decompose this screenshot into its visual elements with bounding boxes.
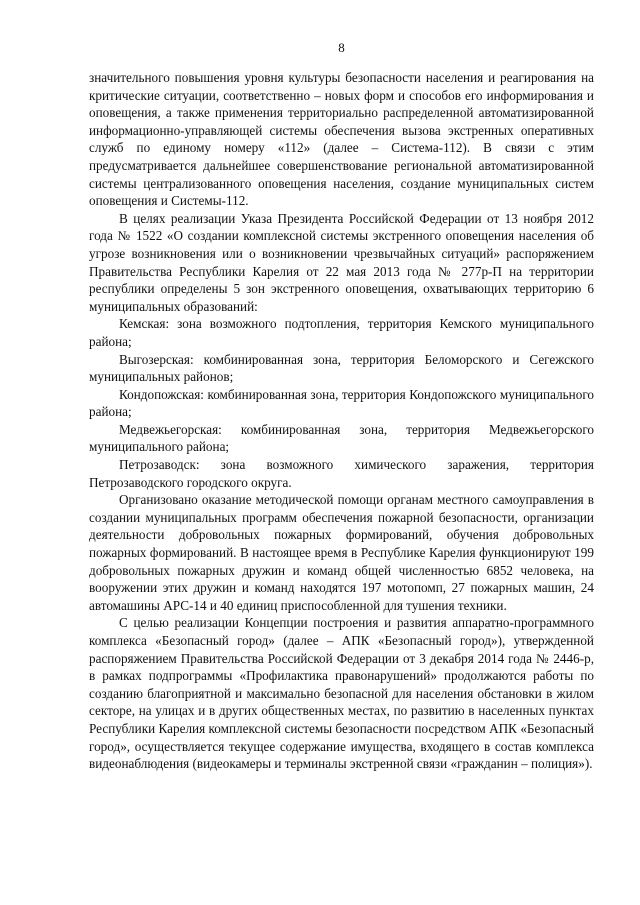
paragraph-zone-kondopozhskaya: Кондопожская: комбинированная зона, территория Кондопожского муниципального района; (89, 386, 594, 420)
paragraph-fire-brigades: Организовано оказание методической помощи органам местного самоуправления в создании муниципальных программ обеспечения пожарной безопасности, организации деятельности добровольных пожарных формирований, обучения добровольных пожарных формирований. В настоящее время в Республике Карелия функционируют 199 добровольных пожарных дружин и команд общей численностью 6852 человека, на вооружении этих дружин и команд находятся 197 мотопомп, 27 пожарных машин, 24 автомашины АРС-14 и 40 единиц приспособленной для тушения техники. (89, 492, 594, 613)
page-number: 8 (338, 40, 345, 55)
paragraph-zone-medvezhyegorskaya: Медвежьегорская: комбинированная зона, территория Медвежьегорского муниципального района; (89, 421, 594, 455)
paragraph-continuation: значительного повышения уровня культуры безопасности населения и реагирования на критические ситуации, соответственно – новых форм и способов его информирования и оповещения, а также применения территориально распределенной автоматизированной информационно-управляющей системы обеспечения вызова экстренных оперативных служб по единому номеру «112» (далее – Система-112). В связи с этим предусматривается дальнейшее совершенствование региональной автоматизированной системы централизованного оповещения населения, создание муниципальных систем оповещения и Системы-112. (89, 70, 594, 209)
document-body (89, 69, 594, 773)
paragraph-decree: В целях реализации Указа Президента Российской Федерации от 13 ноября 2012 года № 1522 «О создании комплексной системы экстренного оповещения населения об угрозе возникновения или о возникновении чрезвычайных ситуаций» распоряжением Правительства Республики Карелия от 22 мая 2013 года № 277р-П на территории республики определены 5 зон экстренного оповещения, охватывающих территорию 6 муниципальных образований: (89, 210, 594, 314)
paragraph-zone-kemskaya: Кемская: зона возможного подтопления, территория Кемского муниципального района; (89, 316, 594, 349)
document-page (89, 0, 594, 905)
paragraph-zone-vygozerskaya: Выгозерская: комбинированная зона, территория Беломорского и Сегежского муниципальных районов; (89, 351, 594, 385)
paragraph-zone-petrozavodsk: Петрозаводск: зона возможного химического заражения, территория Петрозаводского городского округа. (89, 457, 594, 490)
paragraph-safe-city: С целью реализации Концепции построения и развития аппаратно-программного комплекса «Безопасный город» (далее – АПК «Безопасный город»), утвержденной распоряжением Правительства Российской Федерации от 3 декабря 2014 года № 2446-р, в рамках подпрограммы «Профилактика правонарушений» продолжаются работы по созданию благоприятной и максимально безопасной для населения обстановки в жилом секторе, на улицах и в других общественных местах, по развитию в населенных пунктах Республики Карелия комплексной системы безопасности посредством АПК «Безопасный город», осуществляется текущее содержание имущества, входящего в состав комплекса видеонаблюдения (видеокамеры и терминалы экстренной связи «гражданин – полиция»). (89, 615, 594, 772)
